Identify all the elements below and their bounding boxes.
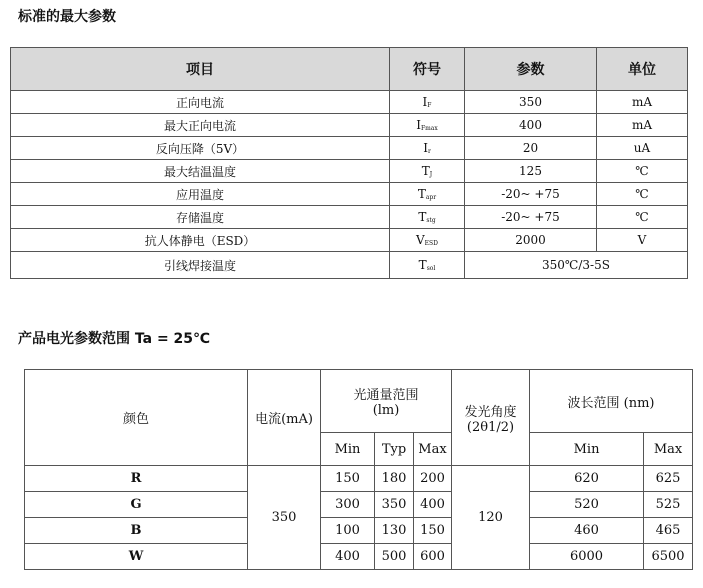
symbol-cell: $V_{ESD}$ <box>390 229 465 252</box>
table-row <box>11 206 688 229</box>
item-cell: 最大结温温度 <box>11 160 390 183</box>
value-cell: -20~ +75 <box>465 183 597 206</box>
unit-cell: ℃ <box>597 183 688 206</box>
wl-min-cell: 620 <box>530 466 644 492</box>
subheader-flux-max: Max <box>414 433 452 466</box>
item-cell: 反向压降（5V） <box>11 137 390 160</box>
header-unit: 单位 <box>597 48 688 91</box>
flux-max-cell: 150 <box>414 518 452 544</box>
subheader-wl-min: Min <box>530 433 644 466</box>
flux-min-cell: 400 <box>321 544 375 570</box>
color-cell: W <box>25 544 248 570</box>
section-title-max-ratings: 标准的最大参数 <box>18 9 116 25</box>
flux-typ-cell: 180 <box>375 466 414 492</box>
flux-min-cell: 150 <box>321 466 375 492</box>
electro-optical-table <box>24 369 693 570</box>
unit-cell: mA <box>597 91 688 114</box>
table-row <box>11 183 688 206</box>
value-cell: 20 <box>465 137 597 160</box>
angle-cell: 120 <box>452 466 530 570</box>
header-flux: 光通量范围 (lm) <box>321 370 452 433</box>
item-cell: 抗人体静电（ESD） <box>11 229 390 252</box>
color-cell: R <box>25 466 248 492</box>
item-cell: 引线焊接温度 <box>11 252 390 279</box>
unit-cell: mA <box>597 114 688 137</box>
header-current: 电流(mA) <box>248 370 321 466</box>
value-cell: 125 <box>465 160 597 183</box>
flux-min-cell: 100 <box>321 518 375 544</box>
flux-typ-cell: 350 <box>375 492 414 518</box>
color-cell: G <box>25 492 248 518</box>
item-cell: 最大正向电流 <box>11 114 390 137</box>
symbol-cell: $T_{sol}$ <box>390 252 465 279</box>
table-row <box>25 492 693 518</box>
symbol-cell: $I_F$ <box>390 91 465 114</box>
wl-max-cell: 465 <box>644 518 693 544</box>
table-row <box>11 160 688 183</box>
unit-cell: uA <box>597 137 688 160</box>
flux-typ-cell: 130 <box>375 518 414 544</box>
value-cell: 350℃/3-5S <box>465 252 688 279</box>
subheader-wl-max: Max <box>644 433 693 466</box>
current-cell: 350 <box>248 466 321 570</box>
table-row <box>25 466 693 492</box>
max-ratings-table <box>10 47 688 279</box>
symbol-cell: $T_J$ <box>390 160 465 183</box>
flux-typ-cell: 500 <box>375 544 414 570</box>
unit-cell: V <box>597 229 688 252</box>
header-wavelength: 波长范围 (nm) <box>530 370 693 433</box>
item-cell: 存储温度 <box>11 206 390 229</box>
value-cell: 400 <box>465 114 597 137</box>
table-header-row <box>25 370 693 433</box>
wl-min-cell: 6000 <box>530 544 644 570</box>
value-cell: 350 <box>465 91 597 114</box>
table-row <box>11 114 688 137</box>
unit-cell: ℃ <box>597 160 688 183</box>
flux-max-cell: 600 <box>414 544 452 570</box>
value-cell: 2000 <box>465 229 597 252</box>
section-title-electro-optical: 产品电光参数范围 Ta = 25℃ <box>18 331 210 347</box>
flux-max-cell: 400 <box>414 492 452 518</box>
wl-min-cell: 520 <box>530 492 644 518</box>
flux-min-cell: 300 <box>321 492 375 518</box>
header-item: 项目 <box>11 48 390 91</box>
table-header-row <box>11 48 688 91</box>
table-row <box>25 544 693 570</box>
wl-max-cell: 525 <box>644 492 693 518</box>
symbol-cell: $T_{stg}$ <box>390 206 465 229</box>
table-row <box>25 518 693 544</box>
header-angle: 发光角度 (2θ1/2) <box>452 370 530 466</box>
table-row <box>11 137 688 160</box>
table-row <box>11 91 688 114</box>
wl-min-cell: 460 <box>530 518 644 544</box>
value-cell: -20~ +75 <box>465 206 597 229</box>
flux-max-cell: 200 <box>414 466 452 492</box>
wl-max-cell: 6500 <box>644 544 693 570</box>
header-value: 参数 <box>465 48 597 91</box>
subheader-flux-min: Min <box>321 433 375 466</box>
item-cell: 正向电流 <box>11 91 390 114</box>
color-cell: B <box>25 518 248 544</box>
header-symbol: 符号 <box>390 48 465 91</box>
symbol-cell: $I_r$ <box>390 137 465 160</box>
unit-cell: ℃ <box>597 206 688 229</box>
symbol-cell: $T_{apr}$ <box>390 183 465 206</box>
symbol-cell: $I_{Fmax}$ <box>390 114 465 137</box>
item-cell: 应用温度 <box>11 183 390 206</box>
table-row <box>11 252 688 279</box>
table-row <box>11 229 688 252</box>
wl-max-cell: 625 <box>644 466 693 492</box>
header-color: 颜色 <box>25 370 248 466</box>
subheader-flux-typ: Typ <box>375 433 414 466</box>
